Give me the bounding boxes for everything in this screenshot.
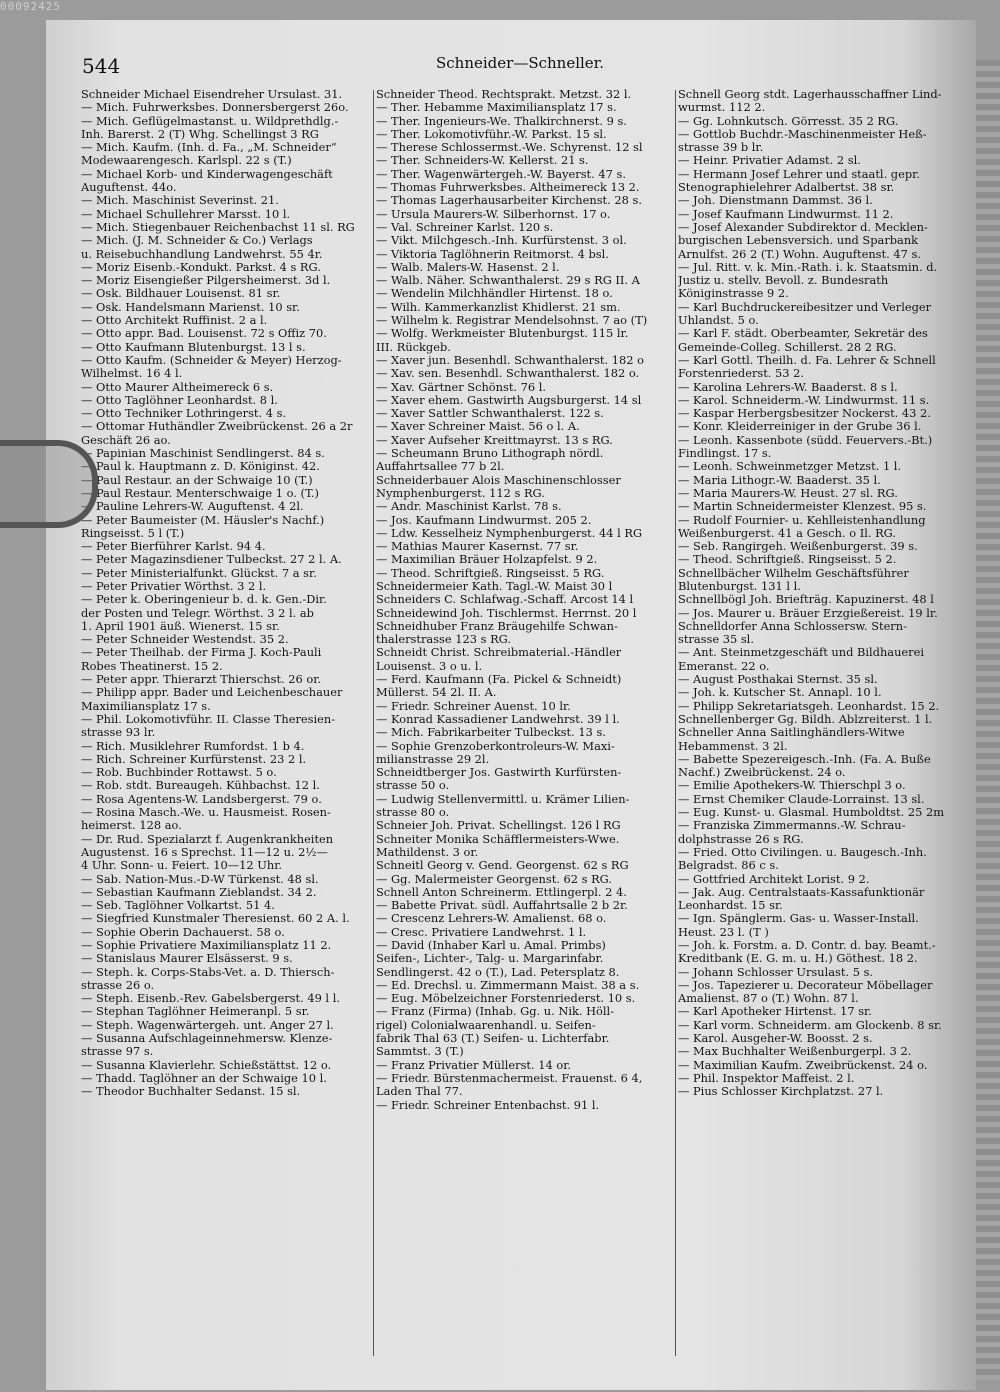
directory-entry: Amalienst. 87 o (T.) Wohn. 87 l. (678, 992, 859, 1006)
directory-entry: — Mich. (J. M. Schneider & Co.) Verlags (81, 234, 313, 248)
directory-entry: Schneider Theod. Rechtsprakt. Metzst. 32 l. (376, 88, 632, 101)
directory-entry: — Fried. Otto Civilingen. u. Baugesch.-Inh. (678, 845, 927, 859)
directory-entry: — Karl Gottl. Theilh. d. Fa. Lehrer & Schnell (678, 353, 936, 367)
directory-entry: — Xaver Schreiner Maist. 56 o l. A. (376, 420, 580, 434)
directory-entry: — Xaver Aufseher Kreittmayrst. 13 s RG. (376, 433, 613, 447)
directory-entry: — Sophie Grenzoberkontroleurs-W. Maxi- (376, 739, 615, 753)
directory-entry: Seifen-, Lichter-, Talg- u. Margarinfabr. (376, 952, 604, 966)
directory-entry: — Franz Privatier Müllerst. 14 or. (376, 1058, 572, 1072)
directory-entry: — Joh. k. Kutscher St. Annapl. 10 l. (678, 686, 882, 700)
directory-entry: — Steph. k. Corps-Stabs-Vet. a. D. Thiersch- (81, 965, 335, 979)
directory-entry: dolphstrasse 26 s RG. (678, 832, 804, 846)
directory-entry: — Ther. Ingenieurs-We. Thalkirchnerst. 9 s. (376, 114, 627, 128)
directory-entry: — Xaver Sattler Schwanthalerst. 122 s. (376, 407, 604, 421)
directory-entry: — David (Inhaber Karl u. Amal. Primbs) (376, 939, 606, 952)
directory-entry: — Seb. Rangirgeh. Weißenburgerst. 39 s. (678, 540, 918, 554)
directory-entry: — Mich. Maschinist Severinst. 21. (81, 194, 279, 208)
directory-entry: — Karolina Lehrers-W. Baaderst. 8 s l. (678, 380, 898, 394)
directory-entry: Sendlingerst. 42 o (T.), Lad. Petersplatz 8. (376, 965, 620, 979)
directory-entry: — Phil. Lokomotivführ. II. Classe Theresien- (81, 712, 336, 726)
directory-entry: Müllerst. 54 2l. II. A. (376, 686, 497, 700)
directory-entry: — Moriz Eisengießer Pilgersheimerst. 3d l. (81, 274, 331, 288)
directory-entry: — Franziska Zimmermanns.-W. Schrau- (678, 819, 906, 833)
directory-entry: — Sophie Privatiere Maximiliansplatz 11 2. (81, 939, 332, 952)
directory-entry: — Johann Schlosser Ursulast. 5 s. (678, 965, 874, 979)
directory-entry: — Xav. Gärtner Schönst. 76 l. (376, 380, 547, 394)
directory-entry: Wilhelmst. 16 4 l. (81, 367, 183, 381)
directory-entry: — Xaver jun. Besenhdl. Schwanthalerst. 182 o (376, 353, 644, 367)
directory-entry: — Friedr. Bürstenmachermeist. Frauenst. 6 4, (376, 1071, 643, 1085)
directory-entry: — Steph. Eisenb.-Rev. Gabelsbergerst. 49 l l. (81, 992, 340, 1006)
directory-entry: — Theod. Schriftgieß. Ringseisst. 5 RG. (376, 566, 605, 580)
directory-entry: — Peter k. Oberingenieur b. d. k. Gen.-Dir. (81, 593, 327, 607)
directory-entry: — Ldw. Kesselheiz Nymphenburgerst. 44 l RG (376, 526, 643, 540)
directory-entry: — Sab. Nation-Mus.-D-W Türkenst. 48 sl. (81, 872, 319, 886)
directory-entry: — Ludwig Stellenvermittl. u. Krämer Lilien- (376, 792, 630, 806)
directory-entry: — Peter Baumeister (M. Häusler's Nachf.) (81, 513, 325, 527)
directory-entry: — Otto Architekt Ruffinist. 2 a l. (81, 314, 268, 328)
adjacent-page-edge (976, 60, 1000, 1380)
directory-entry: — Peter Theilhab. der Firma J. Koch-Pauli (81, 646, 322, 660)
directory-entry: — Philipp appr. Bader und Leichenbeschauer (81, 686, 343, 700)
directory-entry: — Friedr. Schreiner Entenbachst. 91 l. (376, 1098, 600, 1112)
directory-entry: — Ign. Spänglerm. Gas- u. Wasser-Install. (678, 912, 919, 926)
directory-entry: — Paul Restaur. an der Schwaige 10 (T.) (81, 473, 313, 487)
directory-entry: — Gottlob Buchdr.-Maschinenmeister Heß- (678, 127, 927, 141)
directory-entry: — Theod. Schriftgieß. Ringseisst. 5 2. (678, 553, 897, 567)
directory-entry: — Jos. Tapezierer u. Decorateur Möbellager (678, 978, 933, 992)
directory-entry: — Leonh. Kassenbote (südd. Feuervers.-Bt.) (678, 433, 933, 447)
directory-entry: — Franz (Firma) (Inhab. Gg. u. Nik. Höll- (376, 1005, 615, 1019)
directory-entry: Leonhardst. 15 sr. (678, 899, 783, 913)
directory-entry: — Sophie Oberin Dachauerst. 58 o. (81, 925, 285, 939)
directory-entry: — Eug. Möbelzeichner Forstenriederst. 10 s. (376, 992, 636, 1006)
directory-entry: — Crescenz Lehrers-W. Amalienst. 68 o. (376, 912, 607, 926)
directory-entry: Belgradst. 86 c s. (678, 859, 779, 873)
directory-entry: Findlingst. 17 s. (678, 447, 772, 461)
directory-entry: — Josef Alexander Subdirektor d. Mecklen- (678, 220, 928, 234)
directory-entry: — Susanna Aufschlageinnehmersw. Klenze- (81, 1032, 333, 1046)
scan-id: 00092425 (0, 0, 61, 13)
directory-entry: III. Rückgeb. (376, 340, 451, 354)
directory-entry: — Cresc. Privatiere Landwehrst. 1 l. (376, 925, 587, 939)
directory-entry: Modewaarengesch. Karlspl. 22 s (T.) (81, 154, 292, 168)
column-3 (678, 88, 974, 1358)
directory-entry: — Jak. Aug. Centralstaats-Kassafunktionär (678, 885, 925, 899)
directory-entry: — Otto Taglöhner Leonhardst. 8 l. (81, 393, 278, 407)
directory-entry: Justiz u. stellv. Bevoll. z. Bundesrath (678, 274, 889, 288)
directory-entry: — Joh. k. Forstm. a. D. Contr. d. bay. Beamt.- (678, 939, 936, 952)
directory-entry: — Jos. Kaufmann Lindwurmst. 205 2. (376, 513, 592, 527)
directory-entry: — Susanna Klavierlehr. Schießstättst. 12 o. (81, 1058, 332, 1072)
directory-entry: — Paul Restaur. Menterschwaige 1 o. (T.) (81, 486, 319, 500)
directory-entry: — Emilie Apothekers-W. Thierschpl 3 o. (678, 779, 906, 793)
directory-entry: — Xav. sen. Besenhdl. Schwanthalerst. 182 o. (376, 367, 640, 381)
directory-entry: strasse 26 o. (81, 978, 155, 992)
directory-entry: — Wilh. Kammerkanzlist Khidlerst. 21 sm. (376, 300, 621, 314)
directory-entry: Heust. 23 l. (T ) (678, 925, 769, 939)
directory-entry: — Rich. Musiklehrer Rumfordst. 1 b 4. (81, 739, 305, 753)
directory-entry: Nymphenburgerst. 112 s RG. (376, 486, 545, 500)
directory-entry: — Therese Schlossermst.-We. Schyrenst. 12 sl (376, 141, 643, 155)
directory-entry: — Otto Kaufmann Blutenburgst. 13 l s. (81, 340, 306, 354)
directory-entry: Stenographielehrer Adalbertst. 38 sr. (678, 181, 895, 195)
directory-entry: Schneier Joh. Privat. Schellingst. 126 l RG (376, 819, 621, 833)
directory-entry: Schneiter Monika Schäfflermeisters-Wwe. (376, 832, 620, 846)
directory-entry: Schneidermeier Kath. Tagl.-W. Maist 30 l (376, 579, 613, 593)
directory-entry: — Pauline Lehrers-W. Auguftenst. 4 2l. (81, 500, 304, 514)
directory-entry: Schnellenberger Gg. Bildh. Ablzreiterst. 1 l. (678, 712, 933, 726)
directory-entry: Gemeinde-Colleg. Schillerst. 28 2 RG. (678, 340, 897, 354)
directory-entry: — Peter appr. Thierarzt Thierschst. 26 or. (81, 673, 322, 687)
directory-entry: Geschäft 26 ao. (81, 433, 171, 447)
directory-entry: — Pius Schlosser Kirchplatzst. 27 l. (678, 1085, 884, 1099)
directory-entry: — Maria Maurers-W. Heust. 27 sl. RG. (678, 486, 898, 500)
directory-entry: Mathildenst. 3 or. (376, 845, 479, 859)
directory-entry: — Gottfried Architekt Lorist. 9 2. (678, 872, 870, 886)
directory-entry: — Otto appr. Bad. Louisenst. 72 s Offiz 70. (81, 327, 327, 341)
directory-entry: — Wendelin Milchhändler Hirtenst. 18 o. (376, 287, 613, 301)
directory-entry: Blutenburgst. 131 l l. (678, 579, 801, 593)
directory-entry: burgischen Lebensversich. und Sparbank (678, 234, 919, 248)
directory-entry: — Joh. Dienstmann Dammst. 36 l. (678, 194, 873, 208)
directory-entry: milianstrasse 29 2l. (376, 752, 490, 766)
directory-entry: — Rob. Buchbinder Rottawst. 5 o. (81, 766, 277, 780)
directory-entry: — Karl F. städt. Oberbeamter, Sekretär des (678, 327, 928, 341)
directory-entry: — Philipp Sekretariatsgeh. Leonhardst. 15 2. (678, 699, 940, 713)
directory-entry: — Peter Schneider Westendst. 35 2. (81, 633, 289, 647)
directory-entry: — Scheumann Bruno Lithograph nördl. (376, 447, 604, 461)
directory-entry: strasse 97 s. (81, 1045, 154, 1059)
directory-entry: — Otto Maurer Altheimereck 6 s. (81, 380, 274, 394)
directory-entry: Laden Thal 77. (376, 1085, 463, 1099)
running-head: Schneider—Schneller. (436, 54, 604, 72)
directory-entry: — Xaver ehem. Gastwirth Augsburgerst. 14 sl (376, 393, 642, 407)
directory-entry: — Walb. Näher. Schwanthalerst. 29 s RG II. A (376, 274, 640, 288)
directory-entry: — Kaspar Herbergsbesitzer Nockerst. 43 2. (678, 407, 931, 421)
directory-entry: — Karl vorm. Schneiderm. am Glockenb. 8 sr. (678, 1018, 942, 1032)
directory-page (46, 20, 976, 1390)
directory-entry: — Osk. Handelsmann Marienst. 10 sr. (81, 300, 300, 314)
directory-entry: — Ed. Drechsl. u. Zimmermann Maist. 38 a s. (376, 978, 640, 992)
directory-entry: Schneidewind Joh. Tischlermst. Herrnst. 20 l (376, 606, 637, 620)
directory-entry: — Konrad Kassadiener Landwehrst. 39 l l. (376, 712, 620, 726)
directory-entry: — Ther. Schneiders-W. Kellerst. 21 s. (376, 154, 589, 168)
directory-entry: — Babette Spezereigesch.-Inh. (Fa. A. Buße (678, 752, 931, 766)
directory-entry: Auguftenst. 44o. (81, 181, 177, 195)
directory-entry: — Theodor Buchhalter Sedanst. 15 sl. (81, 1085, 301, 1099)
column-rule (373, 90, 374, 1356)
directory-entry: — Karl Apotheker Hirtenst. 17 sr. (678, 1005, 872, 1019)
directory-entry: — Heinr. Privatier Adamst. 2 sl. (678, 154, 861, 168)
directory-entry: Schnell Georg stdt. Lagerhausschaffner Lind- (678, 88, 942, 101)
directory-entry: — Peter Privatier Wörthst. 3 2 l. (81, 579, 267, 593)
directory-entry: — Gg. Malermeister Georgenst. 62 s RG. (376, 872, 612, 886)
directory-entry: — Andr. Maschinist Karlst. 78 s. (376, 500, 562, 514)
directory-entry: Schneiders C. Schlafwag.-Schaff. Arcost 14 l (376, 593, 634, 607)
directory-entry: — Steph. Wagenwärtergeh. unt. Anger 27 l. (81, 1018, 334, 1032)
directory-entry: — Jul. Ritt. v. k. Min.-Rath. i. k. Staatsmin. d. (678, 260, 938, 274)
directory-entry: — Karol. Ausgeher-W. Boosst. 2 s. (678, 1032, 873, 1046)
directory-entry: — Mich. Geflügelmastanst. u. Wildprethdlg.- (81, 114, 339, 128)
directory-entry: rigel) Colonialwaarenhandl. u. Seifen- (376, 1018, 596, 1032)
directory-entry: — Mich. Fuhrwerksbes. Donnersbergerst 26o. (81, 101, 349, 115)
directory-entry: — Rosina Masch.-We. u. Hausmeist. Rosen- (81, 806, 331, 820)
directory-entry: Schneidt Christ. Schreibmaterial.-Händler (376, 646, 622, 660)
directory-entry: Louisenst. 3 o u. l. (376, 659, 483, 673)
directory-entry: — Martin Schneidermeister Klenzest. 95 s. (678, 500, 927, 514)
directory-entry: — Wilhelm k. Registrar Mendelsohnst. 7 ao (T) (376, 314, 648, 328)
directory-entry: — Mathias Maurer Kasernst. 77 sr. (376, 540, 579, 554)
directory-entry: — Dr. Rud. Spezialarzt f. Augenkrankheiten (81, 832, 334, 846)
directory-entry: — Ottomar Huthändler Zweibrückenst. 26 a 2r (81, 420, 353, 434)
directory-entry: — Rich. Schreiner Kurfürstenst. 23 2 l. (81, 752, 307, 766)
directory-entry: — Karl Buchdruckereibesitzer und Verleger (678, 300, 932, 314)
directory-entry: Ringseisst. 5 l (T.) (81, 526, 185, 540)
directory-entry: Robes Theatinerst. 15 2. (81, 659, 223, 673)
directory-entry: u. Reisebuchhandlung Landwehrst. 55 4r. (81, 247, 323, 261)
directory-entry: Augustenst. 16 s Sprechst. 11—12 u. 2½— (81, 845, 328, 859)
directory-entry: Königinstrasse 9 2. (678, 287, 789, 301)
directory-entry: — Phil. Inspektor Maffeist. 2 l. (678, 1071, 855, 1085)
directory-entry: 4 Uhr. Sonn- u. Feiert. 10—12 Uhr. (81, 859, 283, 873)
directory-entry: — Siegfried Kunstmaler Theresienst. 60 2 A. l. (81, 912, 350, 926)
directory-entry: — Mich. Kaufm. (Inh. d. Fa., „M. Schneider“ (81, 141, 337, 155)
directory-entry: — Mich. Stiegenbauer Reichenbachst 11 sl. RG (81, 220, 355, 234)
directory-entry: — Eug. Kunst- u. Glasmal. Humboldtst. 25 2m (678, 806, 945, 820)
directory-entry: — Otto Techniker Lothringerst. 4 s. (81, 407, 287, 421)
directory-entry: — Ferd. Kaufmann (Fa. Pickel & Schneidt) (376, 673, 622, 687)
directory-entry: — Peter Ministerialfunkt. Glückst. 7 a sr. (81, 566, 317, 580)
directory-entry: — Stanislaus Maurer Elsässerst. 9 s. (81, 952, 293, 966)
directory-entry: — Rob. stdt. Bureaugeh. Kühbachst. 12 l. (81, 779, 320, 793)
directory-entry: — Michael Korb- und Kinderwagengeschäft (81, 167, 333, 181)
directory-entry: — Ther. Hebamme Maximiliansplatz 17 s. (376, 101, 617, 115)
directory-entry: Schnelldorfer Anna Schlossersw. Stern- (678, 619, 907, 633)
directory-entry: Auffahrtsallee 77 b 2l. (376, 460, 505, 474)
directory-entry: Maximiliansplatz 17 s. (81, 699, 211, 713)
directory-entry: der Posten und Telegr. Wörthst. 3 2 l. ab (81, 606, 314, 620)
directory-entry: — Mich. Fabrikarbeiter Tulbeckst. 13 s. (376, 726, 606, 740)
directory-entry: — Viktoria Taglöhnerin Reitmorst. 4 bsl. (376, 247, 609, 261)
directory-entry: — Maximilian Kaufm. Zweibrückenst. 24 o. (678, 1058, 928, 1072)
directory-entry: Schnellbächer Wilhelm Geschäftsführer (678, 566, 909, 580)
directory-entry: Uhlandst. 5 o. (678, 314, 759, 328)
directory-entry: Emeranst. 22 o. (678, 659, 770, 673)
directory-entry: Schneidhuber Franz Bräugehilfe Schwan- (376, 619, 618, 633)
directory-entry: — Otto Kaufm. (Schneider & Meyer) Herzog- (81, 353, 342, 367)
directory-entry: Schnell Anton Schreinerm. Ettlingerpl. 2 4. (376, 885, 627, 899)
directory-entry: — Gg. Lohnkutsch. Görresst. 35 2 RG. (678, 114, 899, 128)
directory-entry: — Ernst Chemiker Claude-Lorrainst. 13 sl. (678, 792, 925, 806)
directory-entry: — Konr. Kleiderreiniger in der Grube 36 l. (678, 420, 922, 434)
directory-entry: — Wolfg. Werkmeister Blutenburgst. 115 lr. (376, 327, 629, 341)
directory-entry: fabrik Thal 63 (T.) Seifen- u. Lichterfabr. (376, 1032, 610, 1046)
directory-entry: — Thomas Lagerhausarbeiter Kirchenst. 28 s. (376, 194, 642, 208)
directory-entry: — Seb. Taglöhner Volkartst. 51 4. (81, 899, 275, 913)
directory-entry: — Val. Schreiner Karlst. 120 s. (376, 220, 554, 234)
directory-entry: — Rudolf Fournier- u. Kehlleistenhandlung (678, 513, 926, 527)
directory-entry: Schneidtberger Jos. Gastwirth Kurfürsten- (376, 766, 622, 780)
directory-entry: — Max Buchhalter Weißenburgerpl. 3 2. (678, 1045, 912, 1059)
directory-entry: Hebammenst. 3 2l. (678, 739, 788, 753)
page-number: 544 (82, 54, 121, 78)
directory-entry: Schneller Anna Saitlinghändlers-Witwe (678, 726, 905, 740)
column-2 (376, 88, 673, 1358)
directory-entry: — Papinian Maschinist Sendlingerst. 84 s. (81, 447, 325, 461)
directory-entry: — Maria Lithogr.-W. Baaderst. 35 l. (678, 473, 881, 487)
directory-entry: — Rosa Agentens-W. Landsbergerst. 79 o. (81, 792, 322, 806)
directory-entry: wurmst. 112 2. (678, 101, 766, 115)
directory-entry: — Osk. Bildhauer Louisenst. 81 sr. (81, 287, 281, 301)
directory-entry: — Ant. Steinmetzgeschäft und Bildhauerei (678, 646, 924, 660)
directory-entry: — Karol. Schneiderm.-W. Lindwurmst. 11 s. (678, 393, 930, 407)
directory-entry: — Vikt. Milchgesch.-Inh. Kurfürstenst. 3 ol. (376, 234, 627, 248)
directory-entry: strasse 35 sl. (678, 633, 754, 647)
directory-entry: Nachf.) Zweibrückenst. 24 o. (678, 766, 846, 780)
directory-entry: — Thadd. Taglöhner an der Schwaige 10 l. (81, 1071, 327, 1085)
directory-entry: Sammtst. 3 (T.) (376, 1045, 464, 1059)
directory-entry: Schneider Michael Eisendreher Ursulast. 31. (81, 88, 343, 101)
directory-entry: — Peter Magazinsdiener Tulbeckst. 27 2 l. A. (81, 553, 342, 567)
directory-entry: — Josef Kaufmann Lindwurmst. 11 2. (678, 207, 894, 221)
directory-entry: Forstenriederst. 53 2. (678, 367, 805, 381)
directory-entry: Weißenburgerst. 41 a Gesch. o Il. RG. (678, 526, 896, 540)
directory-entry: Schneiderbauer Alois Maschinenschlosser (376, 473, 621, 487)
directory-entry: — Maximilian Bräuer Holzapfelst. 9 2. (376, 553, 598, 567)
directory-entry: Kreditbank (E. G. m. u. H.) Göthest. 18 2. (678, 952, 918, 966)
column-1 (81, 88, 371, 1358)
directory-entry: — Peter Bierführer Karlst. 94 4. (81, 540, 266, 554)
directory-entry: Schnellbögl Joh. Briefträg. Kapuzinerst. 48 l (678, 593, 934, 607)
binder-clip (0, 440, 98, 528)
directory-entry: — Thomas Fuhrwerksbes. Altheimereck 13 2. (376, 181, 640, 195)
directory-entry: — Hermann Josef Lehrer und staatl. gepr. (678, 167, 920, 181)
directory-entry: — Leonh. Schweinmetzger Metzst. 1 l. (678, 460, 902, 474)
directory-entry: thalerstrasse 123 s RG. (376, 633, 511, 647)
directory-entry: — Stephan Taglöhner Heimeranpl. 5 sr. (81, 1005, 310, 1019)
directory-entry: 1. April 1901 äuß. Wienerst. 15 sr. (81, 619, 280, 633)
directory-entry: — Babette Privat. südl. Auffahrtsalle 2 b 2r. (376, 899, 628, 913)
directory-entry: — Ursula Maurers-W. Silberhornst. 17 o. (376, 207, 611, 221)
directory-entry: strasse 50 o. (376, 779, 450, 793)
directory-entry: — Friedr. Schreiner Auenst. 10 lr. (376, 699, 571, 713)
directory-entry: Arnulfst. 26 2 (T.) Wohn. Auguftenst. 47 s. (678, 247, 921, 261)
directory-entry: — Jos. Maurer u. Bräuer Erzgießereist. 19 lr. (678, 606, 938, 620)
directory-entry: strasse 80 o. (376, 806, 450, 820)
directory-entry: strasse 39 b lr. (678, 141, 764, 155)
directory-entry: — Walb. Malers-W. Hasenst. 2 l. (376, 260, 560, 274)
column-rule (675, 90, 676, 1356)
directory-entry: — August Posthakai Sternst. 35 sl. (678, 673, 878, 687)
directory-entry: Schneitl Georg v. Gend. Georgenst. 62 s RG (376, 859, 629, 873)
directory-entry: — Michael Schullehrer Marsst. 10 l. (81, 207, 291, 221)
directory-entry: — Ther. Lokomotivführ.-W. Parkst. 15 sl. (376, 127, 607, 141)
directory-entry: heimerst. 128 ao. (81, 819, 182, 833)
directory-entry: — Paul k. Hauptmann z. D. Königinst. 42. (81, 460, 320, 474)
directory-entry: — Sebastian Kaufmann Zieblandst. 34 2. (81, 885, 317, 899)
directory-entry: — Ther. Wagenwärtergeh.-W. Bayerst. 47 s. (376, 167, 626, 181)
directory-entry: — Moriz Eisenb.-Kondukt. Parkst. 4 s RG. (81, 260, 321, 274)
directory-entry: strasse 93 lr. (81, 726, 156, 740)
directory-entry: Inh. Barerst. 2 (T) Whg. Schellingst 3 RG (81, 127, 319, 141)
